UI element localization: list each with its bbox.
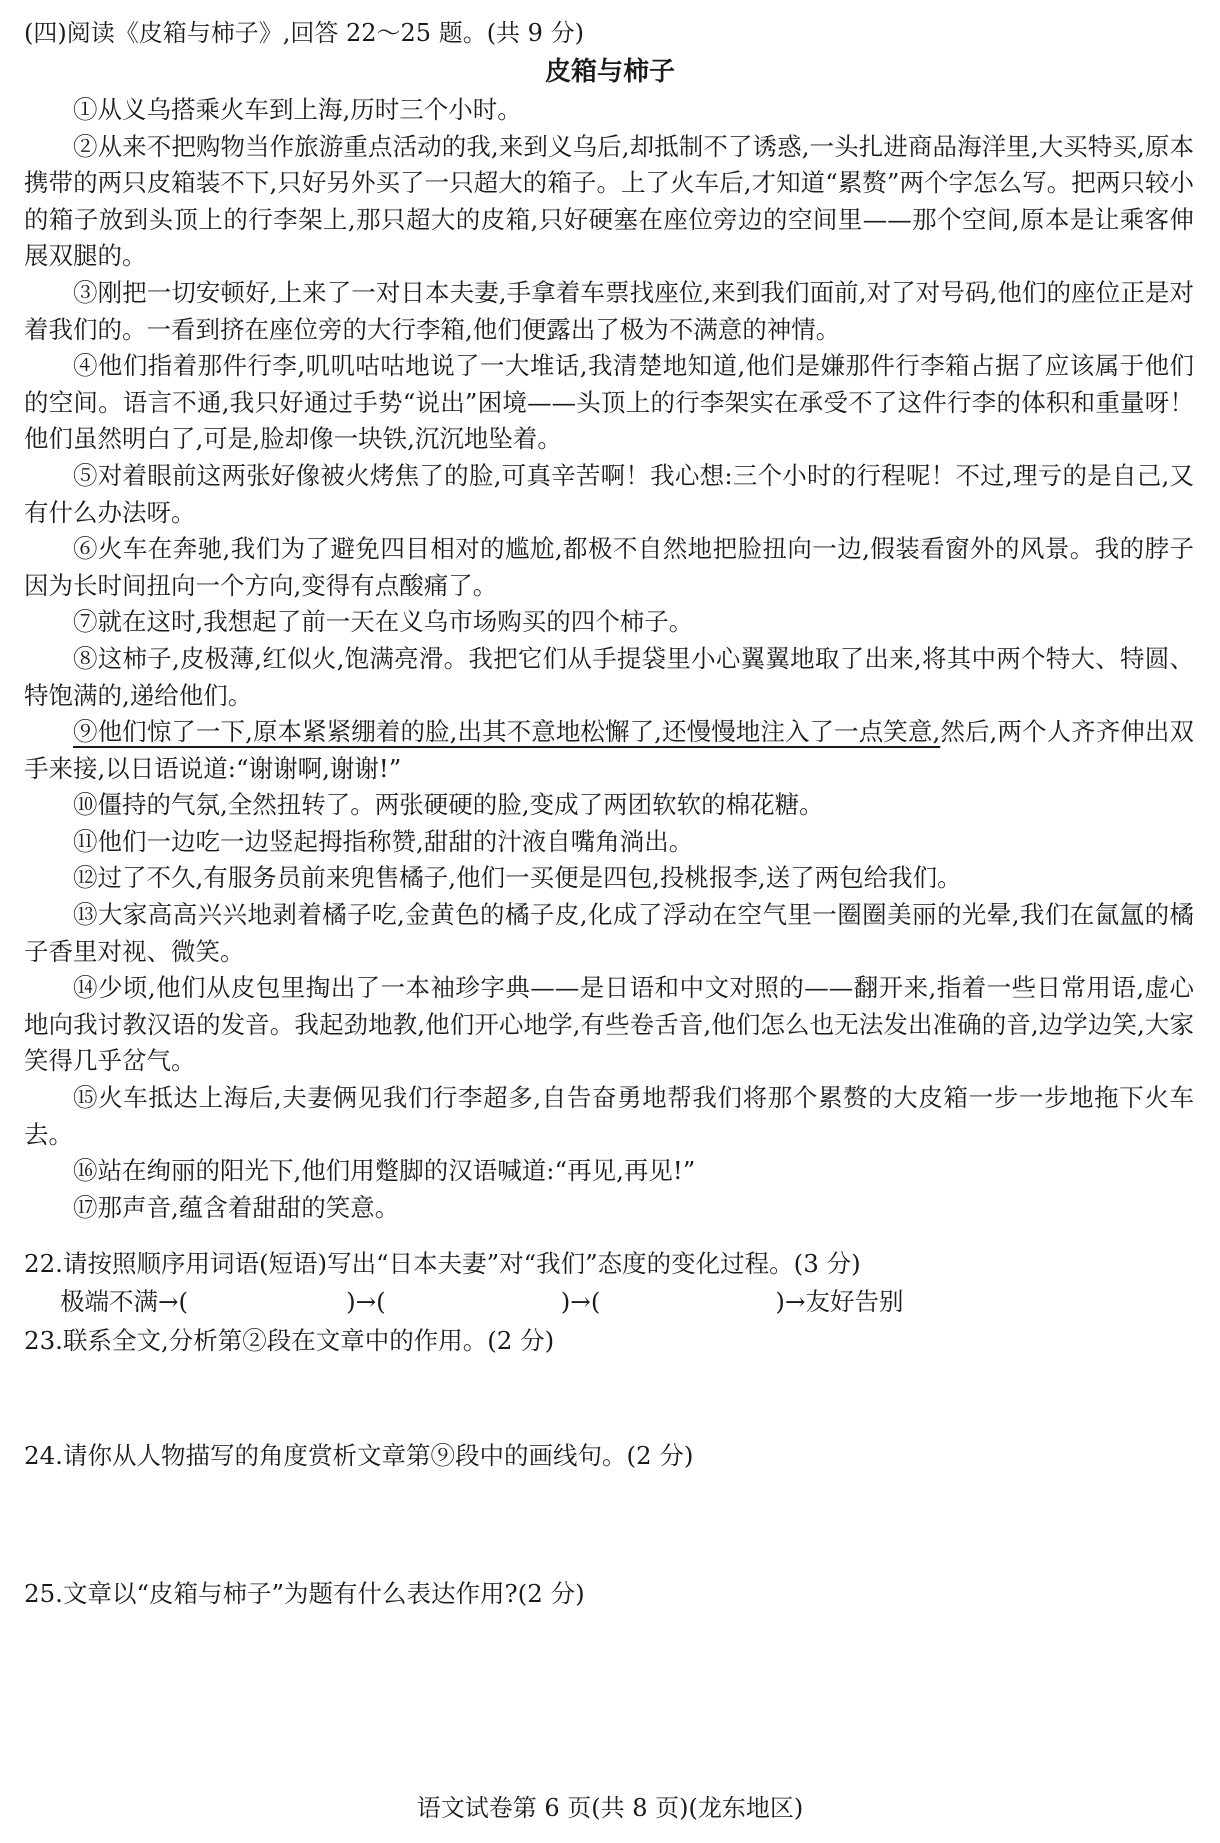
paragraph-11: ⑪他们一边吃一边竖起拇指称赞,甜甜的汁液自嘴角淌出。 xyxy=(73,826,694,856)
page-footer: 语文试卷第 6 页(共 8 页)(龙东地区) xyxy=(416,1794,804,1822)
article-title: 皮箱与柿子 xyxy=(544,57,675,87)
paragraph-9-rest: 然后,两个人齐齐伸出双手来接,以日语说道:“谢谢啊,谢谢!” xyxy=(24,717,1194,783)
paragraph-5: ⑤对着眼前这两张好像被火烤焦了的脸,可真辛苦啊！我心想:三个小时的行程呢！不过,理亏的是自己,又有什么办法呀。 xyxy=(24,460,1194,527)
paragraph-10: ⑩僵持的气氛,全然扭转了。两张硬硬的脸,变成了两团软软的棉花糖。 xyxy=(73,790,824,820)
question-22-answer-chain xyxy=(60,1284,904,1320)
underlined-sentence: ⑨他们惊了一下,原本紧紧绷着的脸,出其不意地松懈了,还慢慢地注入了一点笑意, xyxy=(73,717,941,747)
paragraph-8: ⑧这柿子,皮极薄,红似火,饱满亮滑。我把它们从手提袋里小心翼翼地取了出来,将其中两个特大、特圆、特饱满的,递给他们。 xyxy=(24,643,1194,710)
paragraph-12: ⑫过了不久,有服务员前来兜售橘子,他们一买便是四包,投桃报李,送了两包给我们。 xyxy=(73,863,962,893)
paragraph-16: ⑯站在绚丽的阳光下,他们用蹩脚的汉语喊道:“再见,再见!” xyxy=(73,1156,696,1186)
paragraph-1: ①从义乌搭乘火车到上海,历时三个小时。 xyxy=(73,95,522,124)
paragraph-15: ⑮火车抵达上海后,夫妻俩见我们行李超多,自告奋勇地帮我们将那个累赘的大皮箱一步一步地拖下火车去。 xyxy=(24,1083,1194,1149)
question-22: 22.请按照顺序用词语(短语)写出“日本夫妻”对“我们”态度的变化过程。(3 分) xyxy=(24,1249,861,1278)
paragraph-2: ②从来不把购物当作旅游重点活动的我,来到义乌后,却抵制不了诱惑,一头扎进商品海洋里,大买特买,原本携带的两只皮箱装不下,只好另外买了一只超大的箱子。上了火车后,才知道“累赘”两个字怎么写。把两只较小的箱子放到头顶上的行李架上,那只超大的皮箱,只好硬塞在座位旁边的空间里——那个空间,原本是让乘客伸展双腿的。 xyxy=(24,131,1194,271)
paragraph-4: ④他们指着那件行李,叽叽咕咕地说了一大堆话,我清楚地知道,他们是嫌那件行李箱占据了应该属于他们的空间。语言不通,我只好通过手势“说出”困境——头顶上的行李架实在承受不了这件行李的体积和重量呀！他们虽然明白了,可是,脸却像一块铁,沉沉地坠着。 xyxy=(24,351,1194,454)
chain-start: 极端不满→( xyxy=(60,1287,189,1316)
paragraph-13: ⑬大家高高兴兴地剥着橘子吃,金黄色的橘子皮,化成了浮动在空气里一圈圈美丽的光晕,我们在氤氲的橘子香里对视、微笑。 xyxy=(24,900,1194,966)
chain-mid-2: )→( xyxy=(560,1287,601,1316)
paragraph-3: ③刚把一切安顿好,上来了一对日本夫妻,手拿着车票找座位,来到我们面前,对了对号码,他们的座位正是对着我们的。一看到挤在座位旁的大行李箱,他们便露出了极为不满意的神情。 xyxy=(24,277,1194,344)
paragraph-6: ⑥火车在奔驰,我们为了避免四目相对的尴尬,都极不自然地把脸扭向一边,假装看窗外的风景。我的脖子因为长时间扭向一个方向,变得有点酸痛了。 xyxy=(24,534,1194,600)
paragraph-9 xyxy=(24,714,1194,787)
section-header: (四)阅读《皮箱与柿子》,回答 22～25 题。(共 9 分) xyxy=(24,19,584,47)
question-24: 24.请你从人物描写的角度赏析文章第⑨段中的画线句。(2 分) xyxy=(24,1441,694,1470)
article-body xyxy=(24,92,1194,1226)
chain-end: )→友好告别 xyxy=(775,1287,904,1316)
paragraph-14: ⑭少顷,他们从皮包里掏出了一本袖珍字典——是日语和中文对照的——翻开来,指着一些日常用语,虚心地向我讨教汉语的发音。我起劲地教,他们开心地学,有些卷舌音,他们怎么也无法发出准确的音,边学边笑,大家笑得几乎岔气。 xyxy=(24,973,1194,1076)
paragraph-7: ⑦就在这时,我想起了前一天在义乌市场购买的四个柿子。 xyxy=(73,607,694,637)
question-23: 23.联系全文,分析第②段在文章中的作用。(2 分) xyxy=(24,1326,555,1355)
paragraph-17: ⑰那声音,蕴含着甜甜的笑意。 xyxy=(73,1192,400,1222)
question-25: 25.文章以“皮箱与柿子”为题有什么表达作用?(2 分) xyxy=(24,1579,585,1608)
chain-mid-1: )→( xyxy=(346,1287,386,1316)
